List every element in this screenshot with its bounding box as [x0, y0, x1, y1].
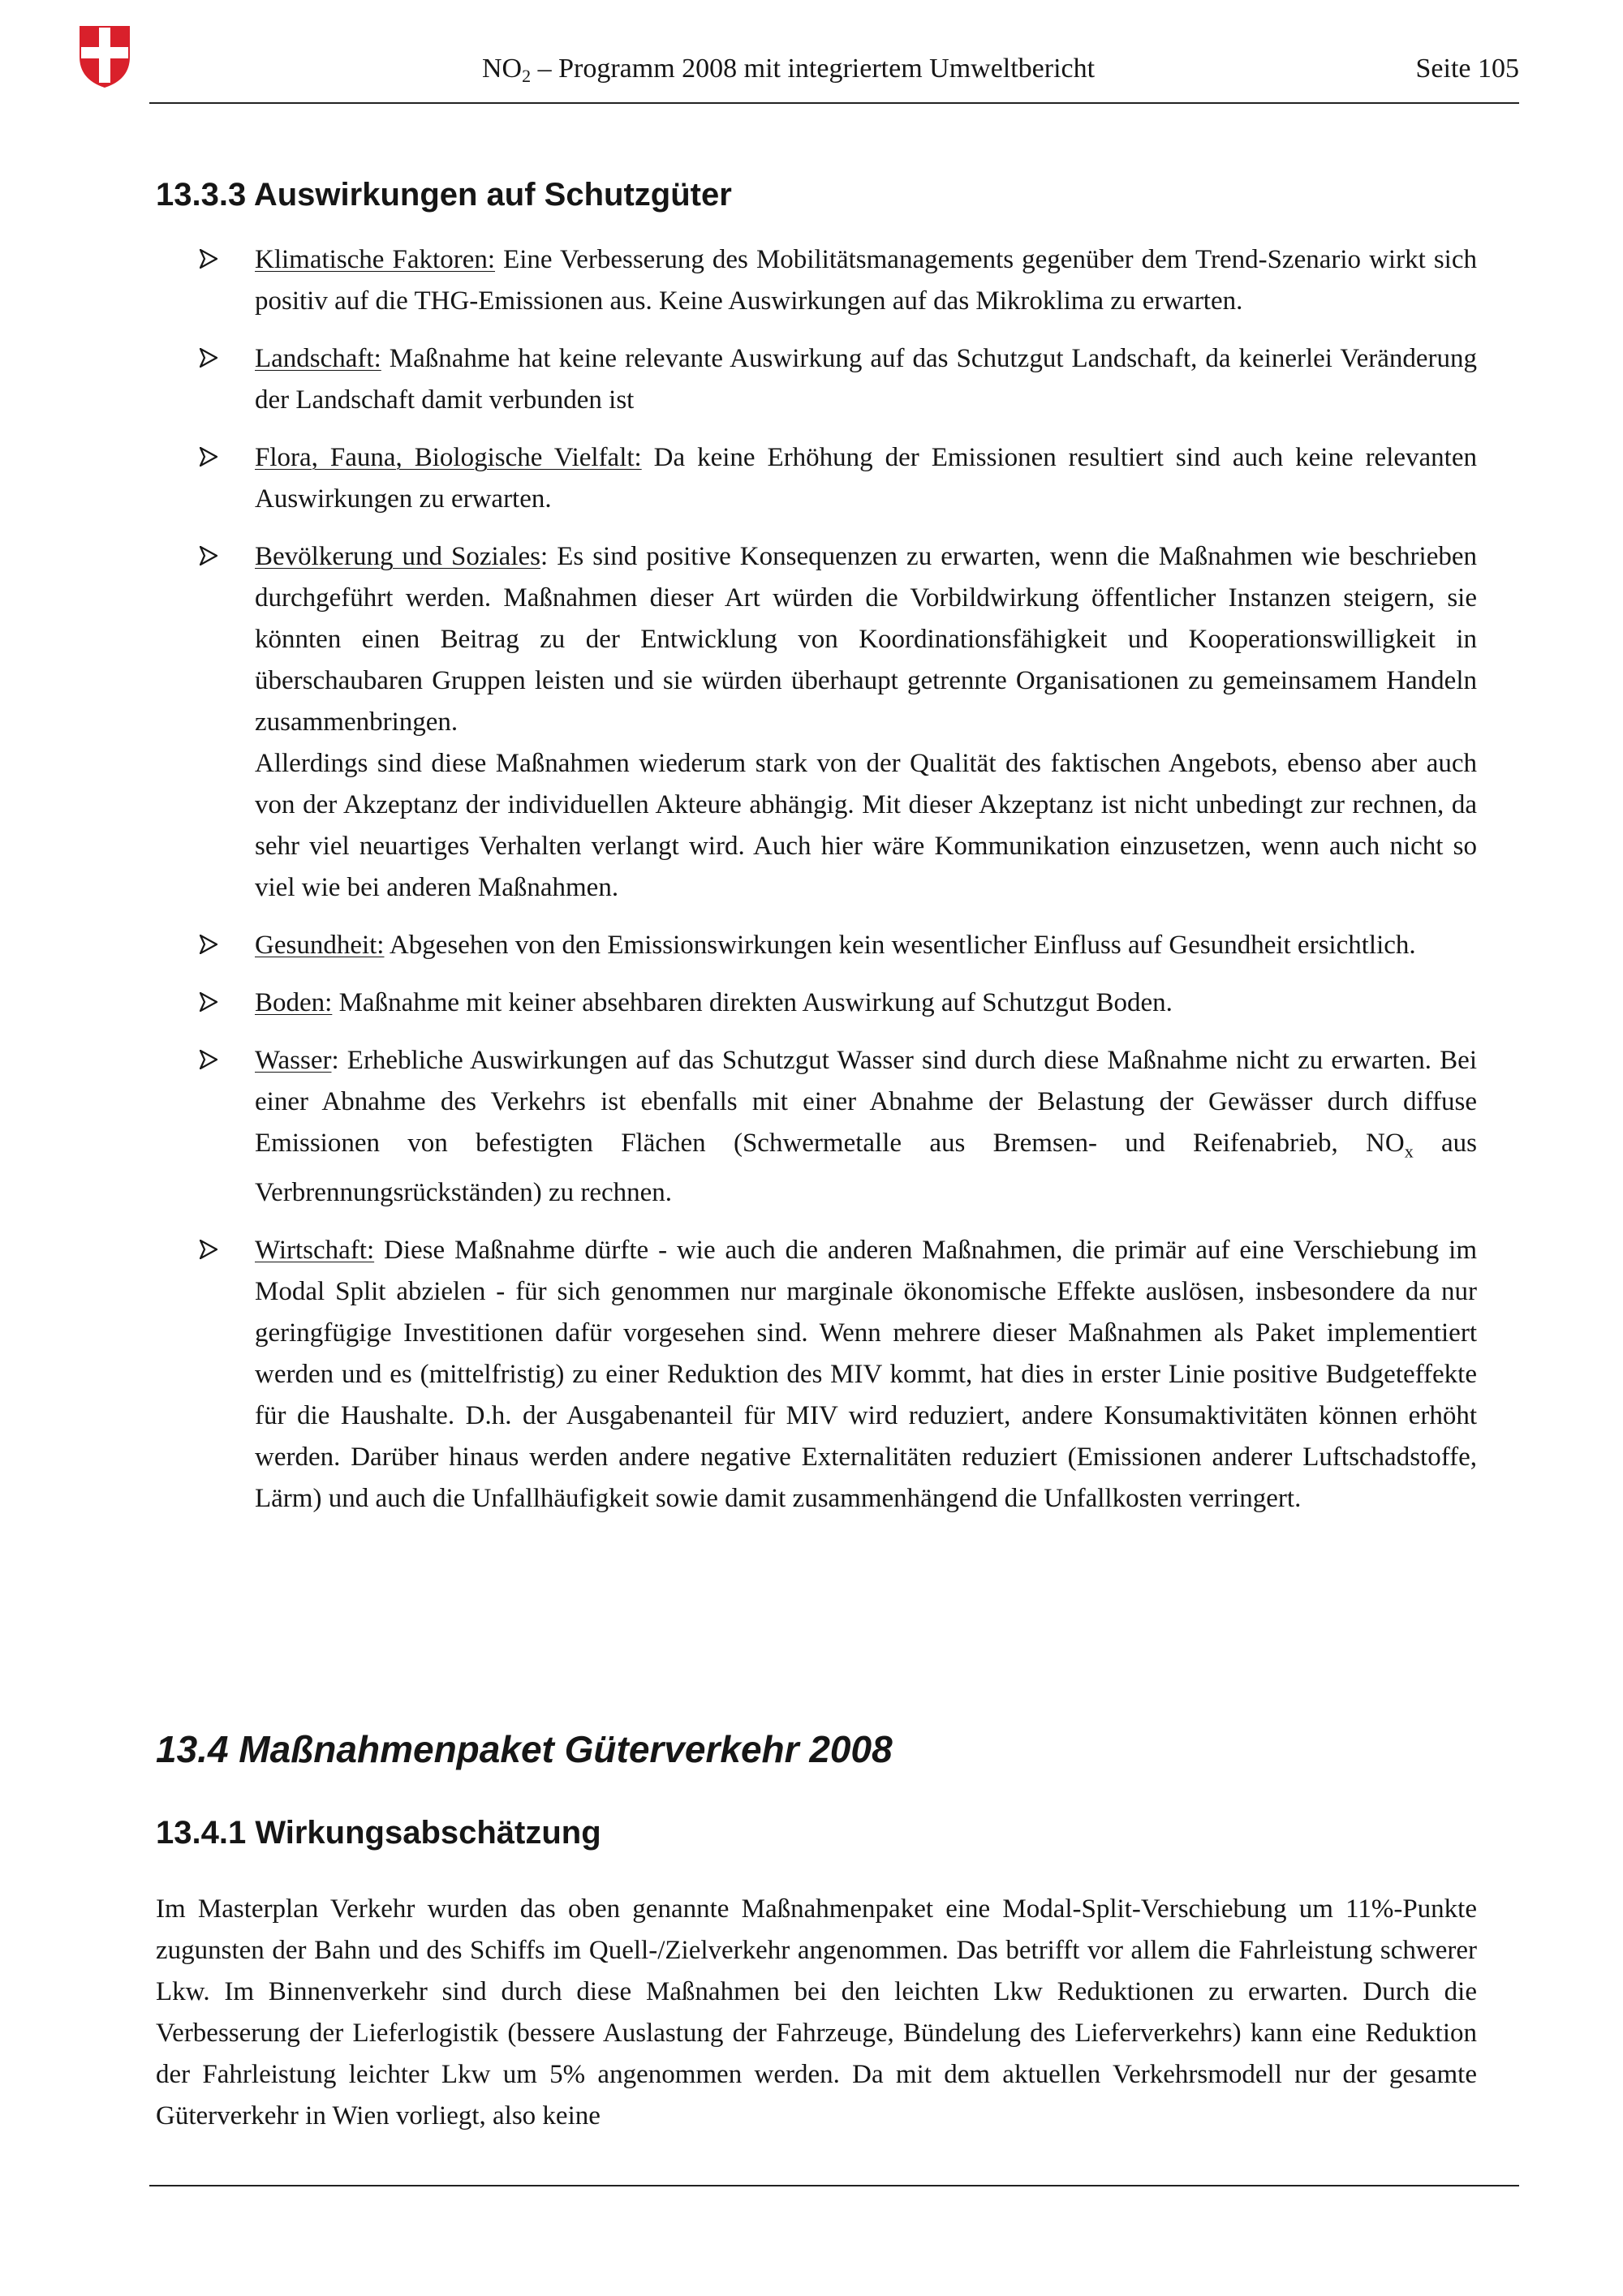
running-header [149, 55, 1519, 104]
arrowhead-bullet-icon [200, 935, 217, 954]
arrowhead-bullet-icon [200, 992, 217, 1012]
bullet-item [156, 239, 1477, 322]
arrowhead-bullet-icon [200, 1050, 217, 1069]
bullet-label: Landschaft: [255, 344, 381, 373]
bullet-text: Wirtschaft: Diese Maßnahme dürfte - wie auch die anderen Maßnahmen, die primär auf eine Verschiebung im Modal Split abzielen - für sich genommen nur marginale ökonomische Effekte auslösen, insbesondere da nur geringfügige Investitionen dafür vorgesehen sind. Wenn mehrere dieser Maßnahmen als Paket implementiert werden und es (mittelfristig) zu einer Reduktion des MIV kommt, hat dies in erster Linie positive Budgeteffekte für die Haushalte. D.h. der Ausgabenanteil für MIV wird reduziert, andere Konsumaktivitäten können erhöht werden. Darüber hinaus werden andere negative Externalitäten reduziert (Emissionen anderer Luftschadstoffe, Lärm) und auch die Unfallhäufigkeit sowie damit zusammenhängend die Unfallkosten verringert. [255, 1235, 1477, 1513]
bullet-text: Bevölkerung und Soziales: Es sind positive Konsequenzen zu erwarten, wenn die Maßnahmen wie beschrieben durchgeführt werden. Maßnahmen dieser Art würden die Vorbildwirkung öffentlicher Instanzen steigern, sie könnten einen Beitrag zu der Entwicklung von Koordinationsfähigkeit und Kooperationswilligkeit in überschaubaren Gruppen leisten und sie würden überhaupt getrennte Organisationen zu gemeinsamem Handeln zusammenbringen. [255, 542, 1478, 737]
bullet-text: Landschaft: Maßnahme hat keine relevante Auswirkung auf das Schutzgut Landschaft, da keinerlei Veränderung der Landschaft damit verbunden ist [255, 344, 1477, 415]
bullet-label: Bevölkerung und Soziales [255, 542, 540, 571]
bullet-label: Flora, Fauna, Biologische Vielfalt: [255, 443, 642, 472]
bullet-label: Wirtschaft: [255, 1235, 375, 1265]
section-heading-13-3-3: 13.3.3 Auswirkungen auf Schutzgüter [156, 177, 732, 213]
bullet-text: Flora, Fauna, Biologische Vielfalt: Da keine Erhöhung der Emissionen resultiert sind auch keine relevanten Auswirkungen zu erwarten. [255, 443, 1477, 514]
bullet-text: Wasser: Erhebliche Auswirkungen auf das Schutzgut Wasser sind durch diese Maßnahme nicht zu erwarten. Bei einer Abnahme des Verkehrs ist ebenfalls mit einer Abnahme der Belastung der Gewässer durch diffuse Emissionen von befestigten Flächen (Schwermetalle aus Bremsen- und Reifenabrieb, $NO_x$ aus Verbrennungsrückständen) zu rechnen. [255, 1046, 1477, 1207]
bullet-item [156, 1040, 1477, 1214]
bullet-label: Boden: [255, 988, 333, 1017]
bullet-text: Gesundheit: Abgesehen von den Emissionswirkungen kein wesentlicher Einfluss auf Gesundheit ersichtlich. [255, 931, 1416, 960]
arrowhead-bullet-icon [200, 348, 217, 368]
page-number: Seite 105 [1415, 54, 1519, 84]
bullet-item [156, 437, 1477, 520]
arrowhead-bullet-icon [200, 447, 217, 467]
arrowhead-bullet-icon [200, 1240, 217, 1259]
bullet-item [156, 338, 1477, 421]
document-title: $NO_2$ – Programm 2008 mit integriertem Umweltbericht [482, 54, 1096, 86]
bullet-item [156, 536, 1477, 909]
bullet-text: Boden: Maßnahme mit keiner absehbaren direkten Auswirkung auf Schutzgut Boden. [255, 988, 1173, 1017]
wirkungsabschaetzung-paragraph [156, 1889, 1477, 2137]
bullet-text-continuation: Allerdings sind diese Maßnahmen wiederum stark von der Qualität des faktischen Angebots, ebenso aber auch von der Akzeptanz der individuellen Akteure abhängig. Mit dieser Akzeptanz ist nicht unbedingt zur rechnen, da sehr viel neuartiges Verhalten verlangt wird. Auch hier wäre Kommunikation einzusetzen, wenn auch nicht so viel wie bei anderen Maßnahmen. [255, 749, 1477, 902]
bullet-label: Wasser [255, 1046, 332, 1075]
vienna-coat-of-arms-logo [78, 24, 131, 89]
body-text: Im Masterplan Verkehr wurden das oben genannte Maßnahmenpaket eine Modal-Split-Verschiebung um 11%-Punkte zugunsten der Bahn und des Schiffs im Quell-/Zielverkehr angenommen. Das betrifft vor allem die Fahrleistung schwerer Lkw. Im Binnenverkehr sind durch diese Maßnahmen bei den leichten Lkw Reduktionen zu erwarten. Durch die Verbesserung der Lieferlogistik (bessere Auslastung der Fahrzeuge, Bündelung des Lieferverkehrs) kann eine Reduktion der Fahrleistung leichter Lkw um 5% angenommen werden. Da mit dem aktuellen Verkehrsmodell nur der gesamte Güterverkehr in Wien vorliegt, also keine [156, 1894, 1477, 2130]
arrowhead-bullet-icon [200, 546, 217, 565]
bullet-item [156, 925, 1477, 966]
bullet-item [156, 1230, 1477, 1520]
bullet-item [156, 982, 1477, 1024]
bullet-label: Gesundheit: [255, 931, 385, 960]
section-heading-13-4: 13.4 Maßnahmenpaket Güterverkehr 2008 [156, 1728, 893, 1770]
footer-rule [149, 2185, 1519, 2186]
schutzgueter-bullet-list [156, 239, 1477, 1536]
arrowhead-bullet-icon [200, 249, 217, 269]
bullet-text: Klimatische Faktoren: Eine Verbesserung des Mobilitätsmanagements gegenüber dem Trend-Szenario wirkt sich positiv auf die THG-Emissionen aus. Keine Auswirkungen auf das Mikroklima zu erwarten. [255, 245, 1477, 316]
section-heading-13-4-1: 13.4.1 Wirkungsabschätzung [156, 1815, 601, 1851]
bullet-label: Klimatische Faktoren: [255, 245, 496, 274]
